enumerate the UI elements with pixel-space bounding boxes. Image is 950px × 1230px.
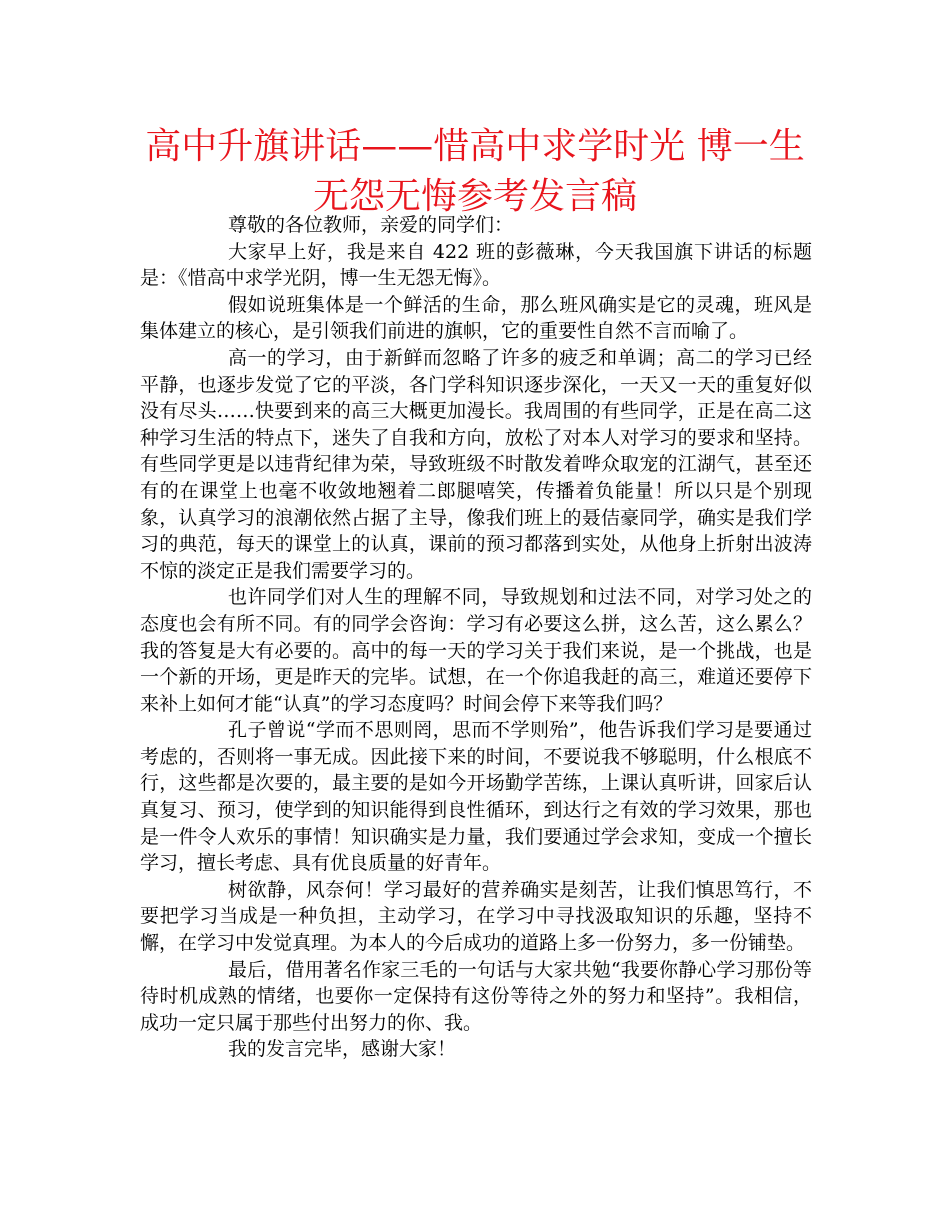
title-line-1: 高中升旗讲话——惜高中求学时光 博一生	[145, 126, 805, 167]
document-body	[140, 212, 812, 1063]
document-title	[100, 122, 850, 222]
paragraph-diligence: 树欲静，风奈何！学习最好的营养确实是刻苦，让我们慎思笃行，不要把学习当成是一种负担，主动学习，在学习中寻找汲取知识的乐趣，坚持不懈，在学习中发觉真理。为本人的今后成功的道路上多一份努力，多一份铺垫。	[140, 878, 812, 955]
paragraph-attitude: 也许同学们对人生的理解不同，导致规划和过法不同，对学习处之的态度也会有所不同。有的同学会咨询：学习有必要这么拼，这么苦，这么累么？我的答复是大有必要的。高中的每一天的学习关于我们来说，是一个挑战，也是一个新的开场，更是昨天的完毕。试想，在一个你追我赶的高三，难道还要停下来补上如何才能“认真”的学习态度吗？时间会停下来等我们吗？	[140, 586, 812, 715]
title-line-2: 无怨无悔参考发言稿	[312, 176, 637, 217]
paragraph-closing-quote: 最后，借用著名作家三毛的一句话与大家共勉“我要你静心学习那份等待时机成熟的情绪，也要你一定保持有这份等待之外的努力和坚持”。我相信，成功一定只属于那些付出努力的你、我。	[140, 958, 812, 1034]
paragraph-class-spirit: 假如说班集体是一个鲜活的生命，那么班风确实是它的灵魂，班风是集体建立的核心，是引领我们前进的旗帜，它的重要性自然不言而喻了。	[140, 293, 812, 343]
paragraph-study-life: 高一的学习，由于新鲜而忽略了许多的疲乏和单调；高二的学习已经平静，也逐步发觉了它的平淡，各门学科知识逐步深化，一天又一天的重复好似没有尽头……快要到来的高三大概更加漫长。我周围的有些同学，正是在高二这种学习生活的特点下，迷失了自我和方向，放松了对本人对学习的要求和坚持。有些同学更是以违背纪律为荣，导致班级不时散发着哗众取宠的江湖气，甚至还有的在课堂上也毫不收敛地翘着二郎腿嘻笑，传播着负能量！所以只是个别现象，认真学习的浪潮依然占据了主导，像我们班上的聂佶豪同学，确实是我们学习的典范，每天的课堂上的认真，课前的预习都落到实处，从他身上折射出波涛不惊的淡定正是我们需要学习的。	[140, 346, 812, 582]
paragraph-confucius: 孔子曾说“学而不思则罔，思而不学则殆”，他告诉我们学习是要通过考虑的，否则将一事无成。因此接下来的时间，不要说我不够聪明，什么根底不行，这些都是次要的，最主要的是如今开场勤学苦练，上课认真听讲，回家后认真复习、预习，使学到的知识能得到良性循环，到达行之有效的学习效果，那也是一件令人欢乐的事情！知识确实是力量，我们要通过学会求知，变成一个擅长学习，擅长考虑、具有优良质量的好青年。	[140, 719, 812, 875]
salutation: 尊敬的各位教师，亲爱的同学们：	[228, 214, 514, 236]
paragraph-greeting: 大家早上好，我是来自 422 班的彭薇琳，今天我国旗下讲话的标题是：《惜高中求学光阴，博一生无怨无悔》。	[140, 240, 812, 290]
paragraph-thanks: 我的发言完毕，感谢大家！	[228, 1038, 457, 1061]
